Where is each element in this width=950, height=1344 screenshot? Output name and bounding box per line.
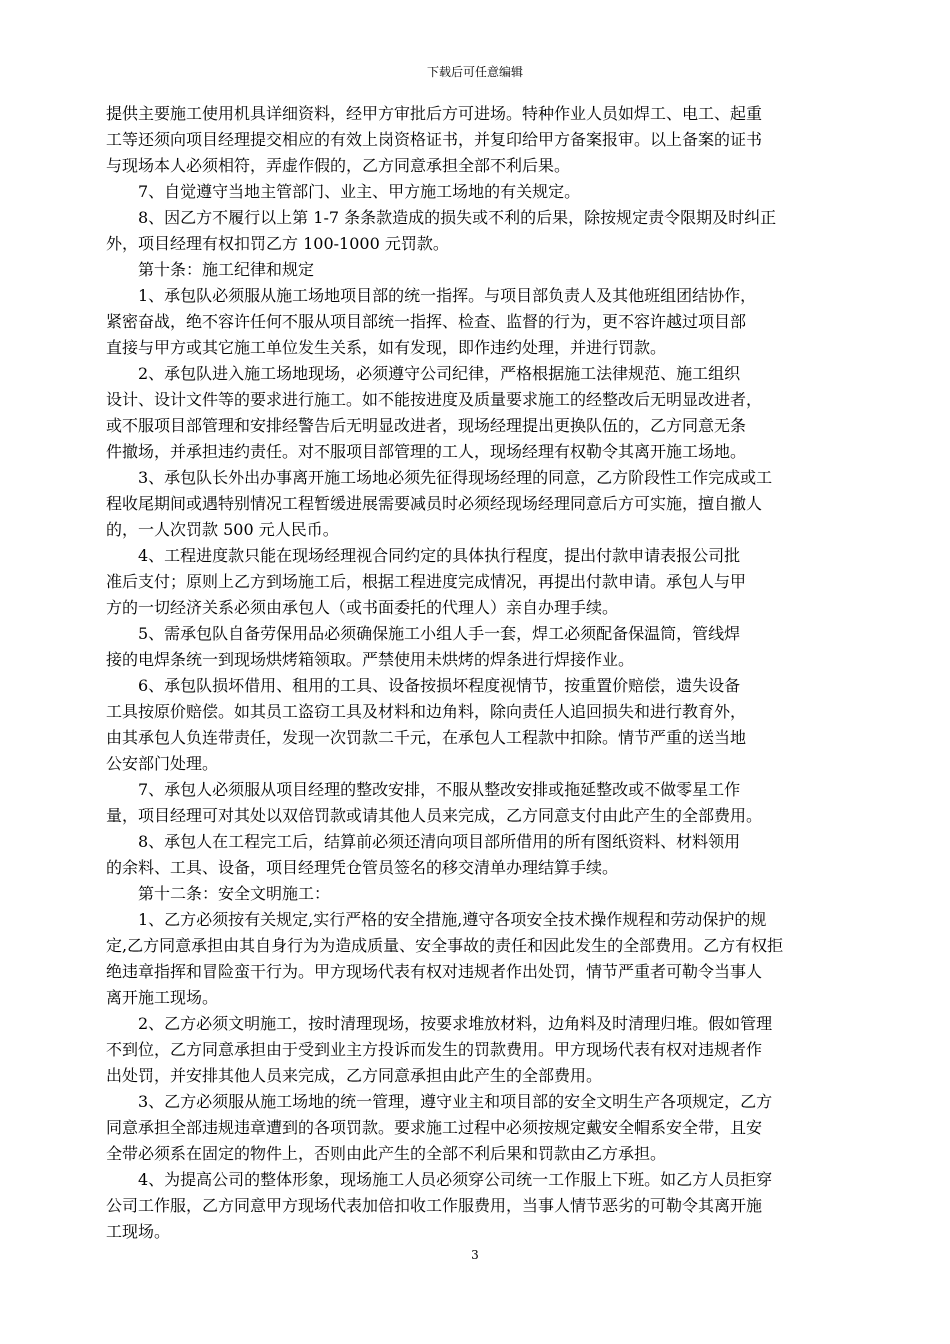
text-line: 第十条：施工纪律和规定	[106, 260, 315, 279]
text-line: 2、乙方必须文明施工，按时清理现场，按要求堆放材料，边角料及时清理归堆。假如管理	[106, 1014, 773, 1033]
text-line: 提供主要施工使用机具详细资料，经甲方审批后方可进场。特种作业人员如焊工、电工、起重	[106, 104, 763, 123]
text-line: 由其承包人负连带责任，发现一次罚款二千元，在承包人工程款中扣除。情节严重的送当地	[106, 728, 747, 747]
text-line: 7、自觉遵守当地主管部门、业主、甲方施工场地的有关规定。	[106, 182, 581, 201]
text-line: 与现场本人必须相符，弄虚作假的，乙方同意承担全部不利后果。	[106, 156, 571, 175]
text-line: 量，项目经理可对其处以双倍罚款或请其他人员来完成，乙方同意支付由此产生的全部费用。	[106, 806, 763, 825]
text-line: 7、承包人必须服从项目经理的整改安排，不服从整改安排或拖延整改或不做零星工作	[106, 780, 741, 799]
text-line: 6、承包队损坏借用、租用的工具、设备按损坏程度视情节，按重置价赔偿，遗失设备	[106, 676, 741, 695]
page-number: 3	[471, 1248, 479, 1262]
text-line: 准后支付；原则上乙方到场施工后，根据工程进度完成情况，再提出付款申请。承包人与甲	[106, 572, 747, 591]
text-line: 工等还须向项目经理提交相应的有效上岗资格证书，并复印给甲方备案报审。以上备案的证书	[106, 130, 763, 149]
text-line: 公司工作服，乙方同意甲方现场代表加倍扣收工作服费用，当事人情节恶劣的可勒令其离开施	[106, 1196, 763, 1215]
page-header: 下载后可任意编辑	[426, 65, 523, 79]
text-line: 2、承包队进入施工场地现场，必须遵守公司纪律，严格根据施工法律规范、施工组织	[106, 364, 741, 383]
text-line: 4、为提高公司的整体形象，现场施工人员必须穿公司统一工作服上下班。如乙方人员拒穿	[106, 1170, 773, 1189]
text-line: 不到位，乙方同意承担由于受到业主方投诉而发生的罚款费用。甲方现场代表有权对违规者作	[106, 1040, 763, 1059]
text-line: 1、乙方必须按有关规定,实行严格的安全措施,遵守各项安全技术操作规程和劳动保护的规	[106, 910, 767, 929]
text-line: 定,乙方同意承担由其自身行为为造成质量、安全事故的责任和因此发生的全部费用。乙方有权拒	[106, 936, 784, 955]
text-line: 接的电焊条统一到现场烘烤箱领取。严禁使用未烘烤的焊条进行焊接作业。	[106, 650, 635, 669]
text-line: 公安部门处理。	[106, 754, 219, 773]
text-line: 直接与甲方或其它施工单位发生关系，如有发现，即作违约处理，并进行罚款。	[106, 338, 667, 357]
text-line: 程收尾期间或遇特别情况工程暂缓进展需要减员时必须经现场经理同意后方可实施，擅自撤人	[106, 494, 763, 513]
text-line: 8、因乙方不履行以上第 1-7 条条款造成的损失或不利的后果，除按规定责令限期及时纠正	[106, 208, 777, 227]
text-line: 外，项目经理有权扣罚乙方 100-1000 元罚款。	[106, 234, 449, 253]
text-line: 绝违章指挥和冒险蛮干行为。甲方现场代表有权对违规者作出处罚，情节严重者可勒令当事人	[106, 962, 763, 981]
text-line: 第十二条：安全文明施工：	[106, 884, 331, 903]
text-line: 工具按原价赔偿。如其员工盗窃工具及材料和边角料，除向责任人追回损失和进行教育外，	[106, 702, 747, 721]
text-line: 出处罚，并安排其他人员来完成，乙方同意承担由此产生的全部费用。	[106, 1066, 603, 1085]
document-body	[106, 101, 906, 1245]
text-line: 离开施工现场。	[106, 988, 219, 1007]
text-line: 1、承包队必须服从施工场地项目部的统一指挥。与项目部负责人及其他班组团结协作，	[106, 286, 757, 305]
text-line: 8、承包人在工程完工后，结算前必须还清向项目部所借用的所有图纸资料、材料领用	[106, 832, 741, 851]
text-line: 3、承包队长外出办事离开施工场地必须先征得现场经理的同意，乙方阶段性工作完成或工	[106, 468, 773, 487]
text-line: 4、工程进度款只能在现场经理视合同约定的具体执行程度，提出付款申请表报公司批	[106, 546, 741, 565]
text-line: 全带必须系在固定的物件上，否则由此产生的全部不利后果和罚款由乙方承担。	[106, 1144, 667, 1163]
text-line: 设计、设计文件等的要求进行施工。如不能按进度及质量要求施工的经整改后无明显改进者，	[106, 390, 763, 409]
text-line: 的余料、工具、设备，项目经理凭仓管员签名的移交清单办理结算手续。	[106, 858, 619, 877]
text-line: 工现场。	[106, 1222, 171, 1241]
text-line: 同意承担全部违规违章遭到的各项罚款。要求施工过程中必须按规定戴安全帽系安全带，且安	[106, 1118, 763, 1137]
text-line: 5、需承包队自备劳保用品必须确保施工小组人手一套，焊工必须配备保温筒，管线焊	[106, 624, 741, 643]
text-line: 方的一切经济关系必须由承包人（或书面委托的代理人）亲自办理手续。	[106, 598, 619, 617]
text-line: 的，一人次罚款 500 元人民币。	[106, 520, 339, 539]
text-line: 紧密奋战，绝不容许任何不服从项目部统一指挥、检查、监督的行为，更不容许越过项目部	[106, 312, 747, 331]
text-line: 件撤场，并承担违约责任。对不服项目部管理的工人，现场经理有权勒令其离开施工场地。	[106, 442, 747, 461]
text-line: 3、乙方必须服从施工场地的统一管理，遵守业主和项目部的安全文明生产各项规定，乙方	[106, 1092, 773, 1111]
text-line: 或不服项目部管理和安排经警告后无明显改进者，现场经理提出更换队伍的，乙方同意无条	[106, 416, 747, 435]
